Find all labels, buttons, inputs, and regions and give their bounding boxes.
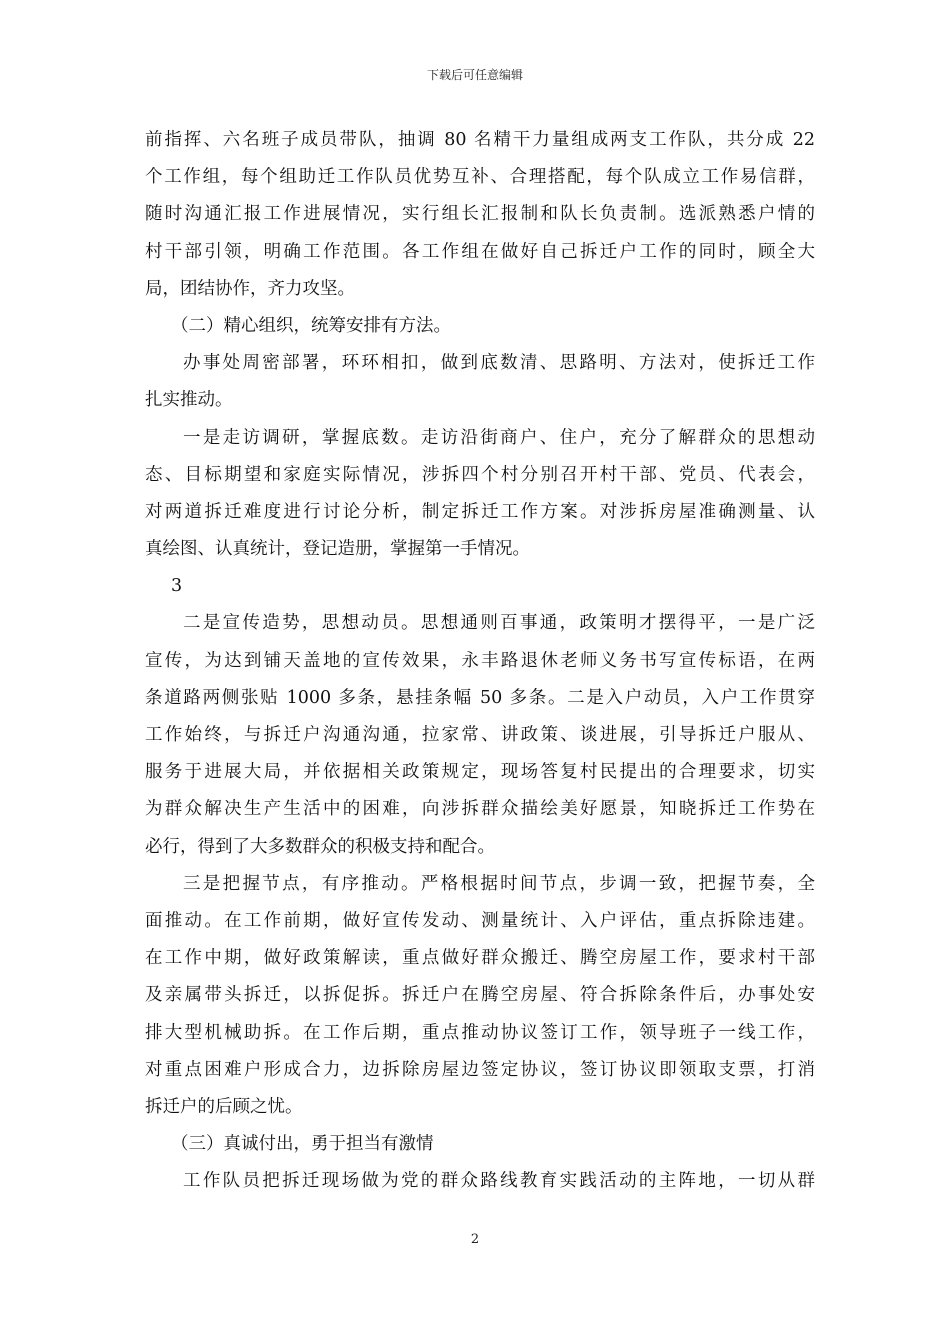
body-line: 扎实推动。	[145, 390, 233, 411]
body-line: 前指挥、六名班子成员带队，抽调 80 名精干力量组成两支工作队，共分成 22	[145, 130, 815, 150]
document-body	[145, 122, 815, 1200]
body-line: 局，团结协作，齐力攻坚。	[145, 278, 355, 299]
body-line: 个工作组，每个组助迁工作队员优势互补、合理搭配，每个队成立工作易信群，	[145, 167, 815, 188]
body-line: 一是走访调研，掌握底数。走访沿街商户、住户，充分了解群众的思想动	[183, 427, 815, 448]
body-line: 及亲属带头拆迁，以拆促拆。拆迁户在腾空房屋、符合拆除条件后，办事处安	[145, 985, 815, 1006]
body-line: 工作始终，与拆迁户沟通沟通，拉家常、讲政策、谈进展，引导拆迁户服从、	[145, 725, 815, 745]
inline-number: 3	[171, 576, 183, 597]
body-line: 对重点困难户形成合力，边拆除房屋边签定协议，签订协议即领取支票，打消	[145, 1059, 815, 1080]
body-line: 必行，得到了大多数群众的积极支持和配合。	[145, 836, 495, 857]
body-line: 排大型机械助拆。在工作后期，重点推动协议签订工作，领导班子一线工作，	[145, 1022, 815, 1043]
section-heading: （二）精心组织，统筹安排有方法。	[171, 315, 451, 336]
section-heading: （三）真诚付出，勇于担当有激情	[171, 1134, 434, 1155]
body-line: 工作队员把拆迁现场做为党的群众路线教育实践活动的主阵地，一切从群	[183, 1171, 815, 1192]
body-line: 条道路两侧张贴 1000 多条，悬挂条幅 50 多条。二是入户动员，入户工作贯穿	[145, 687, 815, 708]
body-line: 服务于进展大局，并依据相关政策规定，现场答复村民提出的合理要求，切实	[145, 762, 815, 783]
body-line: 面推动。在工作前期，做好宣传发动、测量统计、入户评估，重点拆除违建。	[145, 910, 815, 931]
body-line: 拆迁户的后顾之忧。	[145, 1096, 303, 1117]
body-line: 办事处周密部署，环环相扣，做到底数清、思路明、方法对，使拆迁工作	[183, 353, 815, 374]
body-line: 对两道拆迁难度进行讨论分析，制定拆迁工作方案。对涉拆房屋准确测量、认	[145, 501, 815, 522]
body-line: 三是把握节点，有序推动。严格根据时间节点，步调一致，把握节奏，全	[183, 873, 815, 894]
page-number: 2	[470, 1232, 480, 1247]
body-line: 宣传，为达到铺天盖地的宣传效果，永丰路退休老师义务书写宣传标语，在两	[145, 650, 815, 671]
body-line: 为群众解决生产生活中的困难，向涉拆群众描绘美好愿景，知晓拆迁工作势在	[145, 799, 815, 820]
body-line: 二是宣传造势，思想动员。思想通则百事通，政策明才摆得平，一是广泛	[183, 613, 815, 634]
page-header: 下载后可任意编辑	[426, 68, 523, 82]
body-line: 村干部引领，明确工作范围。各工作组在做好自己拆迁户工作的同时，顾全大	[145, 241, 815, 262]
body-line: 态、目标期望和家庭实际情况，涉拆四个村分别召开村干部、党员、代表会，	[145, 464, 815, 485]
body-line: 真绘图、认真统计，登记造册，掌握第一手情况。	[145, 539, 530, 560]
body-line: 随时沟通汇报工作进展情况，实行组长汇报制和队长负责制。选派熟悉户情的	[145, 204, 815, 225]
body-line: 在工作中期，做好政策解读，重点做好群众搬迁、腾空房屋工作，要求村干部	[145, 948, 815, 969]
